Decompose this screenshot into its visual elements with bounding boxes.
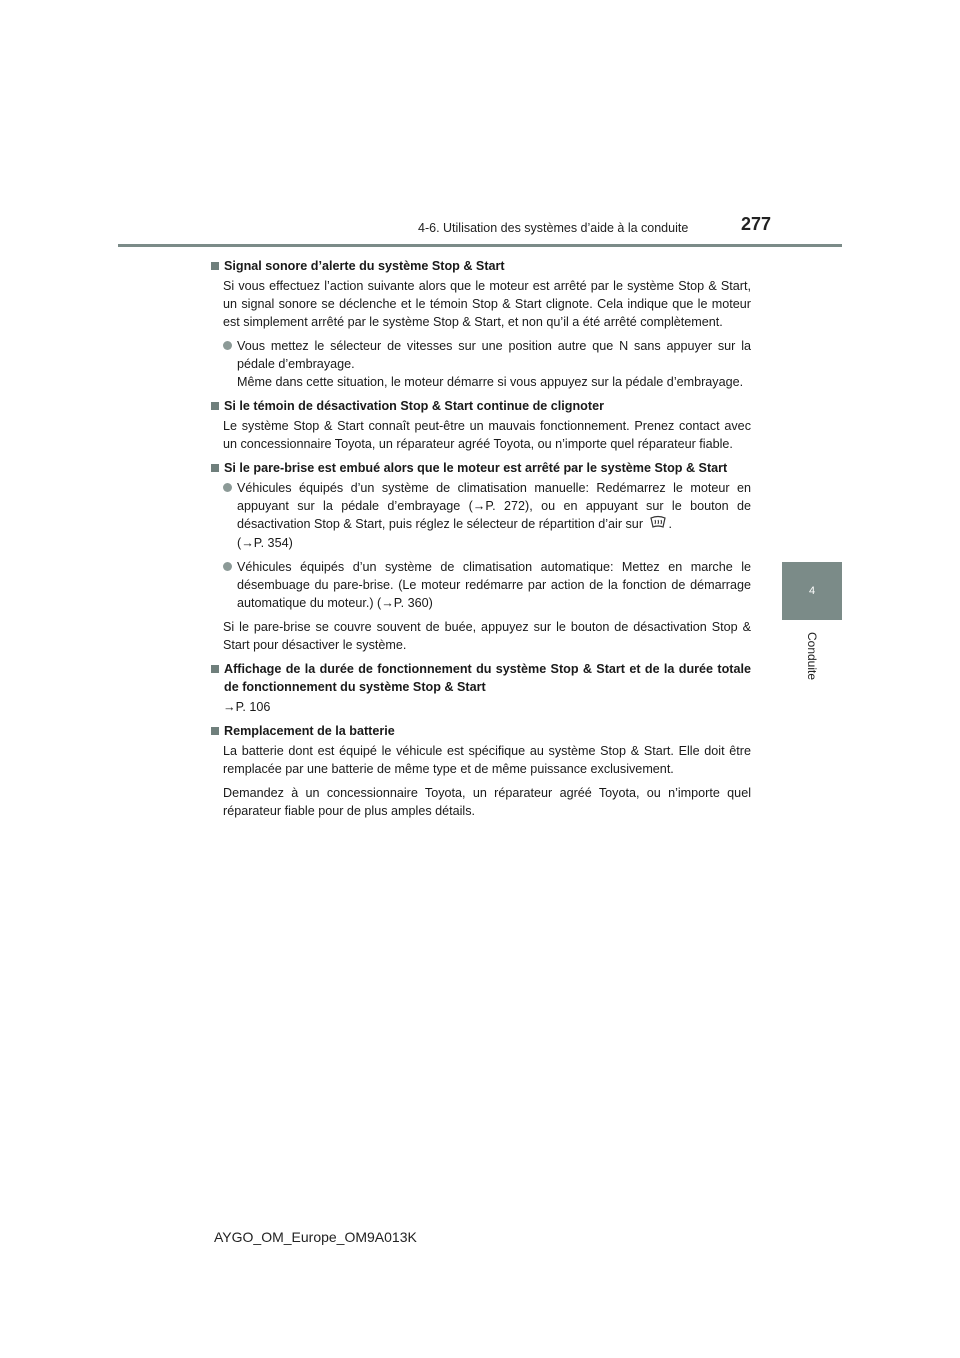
bullet-text: Vous mettez le sélecteur de vitesses sur une position autre que N sans appuyer sur la pédale d’embrayage. [237, 339, 751, 371]
page-reference: →P. 106 [223, 700, 271, 715]
body-paragraph: Le système Stop & Start connaît peut-être un mauvais fonctionnement. Prenez contact avec un concessionnaire Toyota, un réparateur agréé Toyota, ou n’importe quel réparateur fiable. [223, 419, 751, 451]
section-battery-replacement [211, 722, 751, 820]
round-bullet-icon [223, 562, 232, 571]
windshield-defog-icon [649, 515, 667, 534]
header-rule [118, 244, 842, 247]
page-reference: (→P. 354) [237, 536, 293, 551]
square-bullet-icon [211, 402, 219, 410]
bullet-text: Véhicules équipés d’un système de climatisation automatique: Mettez en marche le désembuage du pare-brise. (Le moteur redémarre par action de la fonction de démarrage automatique du moteur.) (→P. 360) [237, 560, 751, 611]
document-code: AYGO_OM_Europe_OM9A013K [214, 1229, 417, 1245]
section-heading [211, 257, 751, 275]
section-stop-start-alert [211, 257, 751, 391]
round-bullet-icon [223, 341, 232, 350]
section-operating-time-display [211, 660, 751, 716]
chapter-label-container [782, 626, 842, 686]
page-number: 277 [741, 214, 772, 234]
section-heading [211, 459, 751, 477]
section-windshield-fogged [211, 459, 751, 654]
section-indicator-blinking [211, 397, 751, 453]
square-bullet-icon [211, 665, 219, 673]
list-item [223, 479, 751, 552]
chapter-tab [782, 562, 842, 620]
section-heading [211, 722, 751, 740]
bullet-text: . [668, 517, 673, 531]
bullet-text: Même dans cette situation, le moteur démarre si vous appuyez sur la pédale d’embrayage. [237, 375, 744, 389]
section-title: Affichage de la durée de fonctionnement du système Stop & Start et de la durée totale de fonctionnement du système Stop & Start [224, 662, 751, 695]
square-bullet-icon [211, 464, 219, 472]
list-item [223, 337, 751, 391]
section-title: Si le pare-brise est embué alors que le moteur est arrêté par le système Stop & Start [224, 461, 728, 475]
square-bullet-icon [211, 262, 219, 270]
bullet-text: Véhicules équipés d’un système de climatisation manuelle: Redémarrez le moteur en appuyant sur la pédale d’embrayage (→P. 272), ou en appuyant sur le bouton de désactivation Stop & Start, puis réglez le sélecteur de répartition d’air sur [237, 481, 751, 531]
main-content [211, 257, 751, 826]
section-title: Si le témoin de désactivation Stop & Start continue de clignoter [224, 399, 604, 413]
body-paragraph: La batterie dont est équipé le véhicule est spécifique au système Stop & Start. Elle doit être remplacée par une batterie de même type et de même puissance exclusivement. [223, 744, 751, 777]
chapter-label: Conduite [804, 631, 819, 681]
section-title: Remplacement de la batterie [224, 724, 395, 739]
chapter-number: 4 [808, 585, 816, 597]
section-heading [211, 660, 751, 696]
body-paragraph: Si vous effectuez l’action suivante alors que le moteur est arrêté par le système Stop & Start, un signal sonore se déclenche et le témoin Stop & Start clignote. Cela indique que le moteur est simplement arrêté par le système Stop & Start, et non qu’il a été arrêté complètement. [223, 279, 751, 329]
list-item [223, 558, 751, 612]
body-paragraph: Demandez à un concessionnaire Toyota, un réparateur agréé Toyota, ou n’importe quel réparateur fiable pour de plus amples détails. [223, 786, 751, 819]
section-title: Signal sonore d’alerte du système Stop & Start [224, 259, 505, 273]
round-bullet-icon [223, 483, 232, 492]
body-paragraph: Si le pare-brise se couvre souvent de buée, appuyez sur le bouton de désactivation Stop & Start pour désactiver le système. [223, 620, 751, 653]
section-heading [211, 397, 751, 415]
square-bullet-icon [211, 727, 219, 735]
header-section-title: 4-6. Utilisation des systèmes d’aide à la conduite [418, 221, 689, 235]
